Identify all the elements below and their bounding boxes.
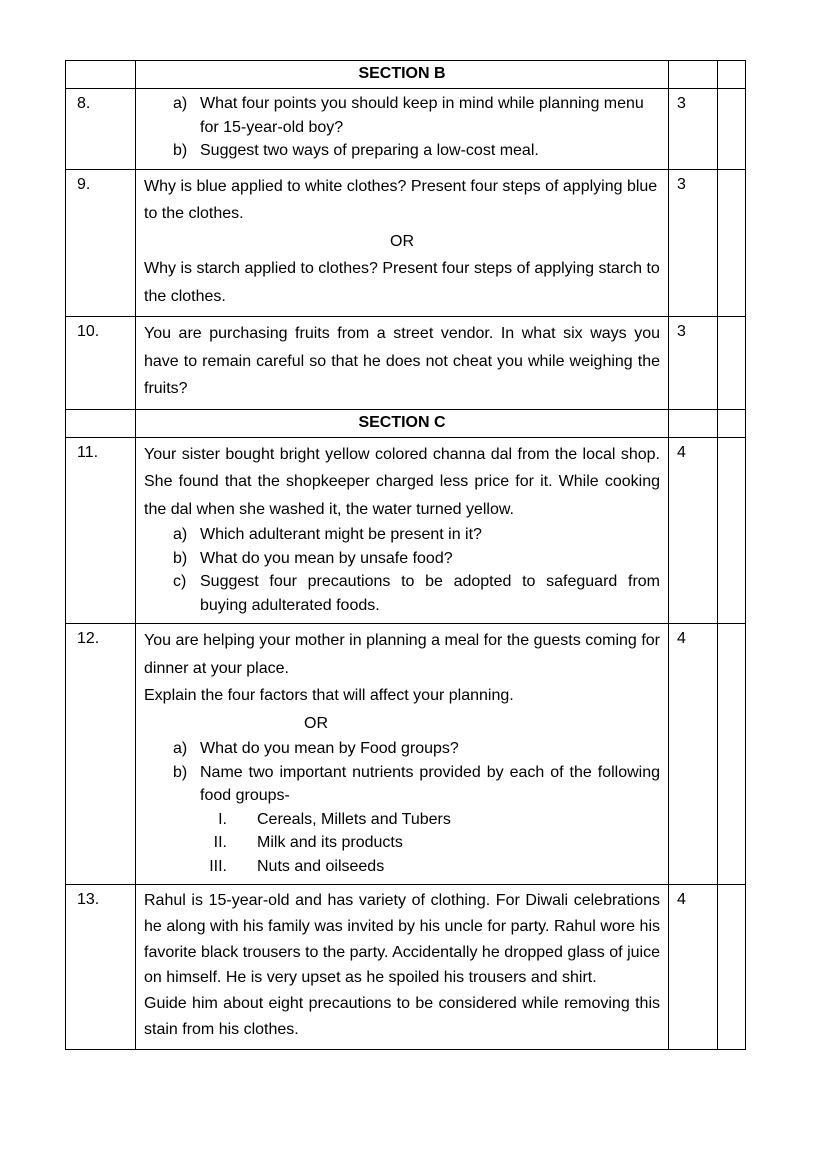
question-paragraph: Why is blue applied to white clothes? Present four steps of applying blue to the clothes. (144, 177, 658, 222)
empty-number-cell (66, 61, 136, 89)
question-row-10 (66, 317, 746, 410)
section-b-title: SECTION B (136, 61, 669, 89)
list-item (173, 737, 660, 761)
question-8-marks: 3 (669, 89, 718, 170)
question-8-text-cell (136, 89, 669, 170)
question-10-marks: 3 (669, 317, 718, 410)
spacer-cell (718, 61, 746, 89)
question-row-8 (66, 89, 746, 170)
list-item-label: a) (173, 740, 188, 757)
list-item-label: b) (173, 763, 188, 781)
question-paragraph: Your sister bought bright yellow colored channa dal from the local shop. She found that the shopkeeper charged less price for it. While cooking the dal when she washed it, the water turned yellow. (144, 445, 660, 518)
list-item (173, 523, 660, 547)
list-item-text: Which adulterant might be present in it? (200, 526, 482, 543)
list-item-text: Suggest four precautions to be adopted to safeguard from buying adulterated foods. (200, 573, 660, 614)
list-item-text: Suggest two ways of preparing a low-cost meal. (200, 142, 539, 159)
list-item (173, 761, 660, 808)
section-c-title: SECTION C (136, 409, 669, 437)
sublist-item-text: Milk and its products (257, 834, 403, 851)
spacer-cell (718, 437, 746, 624)
question-paragraph: Why is starch applied to clothes? Present four steps of applying starch to the clothes. (144, 260, 660, 305)
sublist-item-text: Cereals, Millets and Tubers (257, 810, 451, 828)
question-8-list (144, 92, 660, 163)
sublist-item (191, 808, 660, 832)
question-12-text-cell (136, 624, 669, 885)
empty-number-cell (66, 409, 136, 437)
question-11-text-cell (136, 437, 669, 624)
question-11-number: 11. (66, 437, 136, 624)
list-item-label: a) (173, 95, 188, 112)
question-9-text-cell (136, 169, 669, 317)
question-9-marks: 3 (669, 169, 718, 317)
question-row-12 (66, 624, 746, 885)
question-12-number: 12. (66, 624, 136, 885)
list-item (173, 547, 660, 571)
question-10-text-cell (136, 317, 669, 410)
question-row-11 (66, 437, 746, 624)
question-table (65, 60, 746, 1050)
spacer-cell (718, 317, 746, 410)
question-11-marks: 4 (669, 437, 718, 624)
question-8-number: 8. (66, 89, 136, 170)
question-9-number: 9. (66, 169, 136, 317)
list-item-label: b) (173, 549, 188, 567)
question-paragraph: Rahul is 15-year-old and has variety of clothing. For Diwali celebrations he along with his family was invited by his uncle for party. Rahul wore his favorite black trousers to the party. Accidentally he dropped glass of juice on himself. He is very upset as he spoiled his trousers and shirt. (144, 892, 660, 987)
question-10-number: 10. (66, 317, 136, 410)
question-paragraph: Guide him about eight precautions to be considered while removing this stain from his clothes. (144, 995, 660, 1038)
sublist-item-text: Nuts and oilseeds (257, 857, 385, 875)
empty-marks-cell (669, 409, 718, 437)
spacer-cell (718, 169, 746, 317)
spacer-cell (718, 885, 746, 1050)
empty-marks-cell (669, 61, 718, 89)
or-separator: OR (390, 232, 414, 250)
list-item (173, 139, 660, 163)
question-paragraph: You are purchasing fruits from a street vendor. In what six ways you have to remain careful so that he does not cheat you while weighing the fruits? (144, 325, 660, 397)
question-row-13 (66, 885, 746, 1050)
sublist-item-label: II. (213, 834, 227, 851)
question-13-text-cell (136, 885, 669, 1050)
spacer-cell (718, 624, 746, 885)
sublist-item (191, 855, 660, 879)
question-12-sublist (173, 808, 660, 879)
sublist-item-label: III. (209, 857, 227, 875)
question-13-number: 13. (66, 885, 136, 1050)
list-item-text: What do you mean by Food groups? (200, 740, 459, 757)
list-item-text: What four points you should keep in mind while planning menu for 15-year-old boy? (200, 95, 644, 136)
question-11-list (144, 523, 660, 617)
list-item-label: b) (173, 142, 188, 159)
sublist-item-label: I. (218, 810, 227, 828)
section-c-header-row (66, 409, 746, 437)
spacer-cell (718, 89, 746, 170)
question-row-9 (66, 169, 746, 317)
question-12-list (144, 737, 660, 878)
question-13-marks: 4 (669, 885, 718, 1050)
list-item (173, 570, 660, 617)
section-b-header-row (66, 61, 746, 89)
or-separator: OR (304, 714, 328, 732)
list-item-text: Name two important nutrients provided by each of the following food groups- (200, 763, 660, 804)
sublist-item (191, 831, 660, 855)
question-paragraph: You are helping your mother in planning a meal for the guests coming for dinner at your place. (144, 632, 660, 677)
spacer-cell (718, 409, 746, 437)
list-item-text: What do you mean by unsafe food? (200, 549, 453, 567)
question-paragraph: Explain the four factors that will affect your planning. (144, 687, 514, 704)
question-12-marks: 4 (669, 624, 718, 885)
list-item-label: c) (173, 573, 187, 590)
list-item (173, 92, 660, 139)
list-item-label: a) (173, 526, 188, 543)
